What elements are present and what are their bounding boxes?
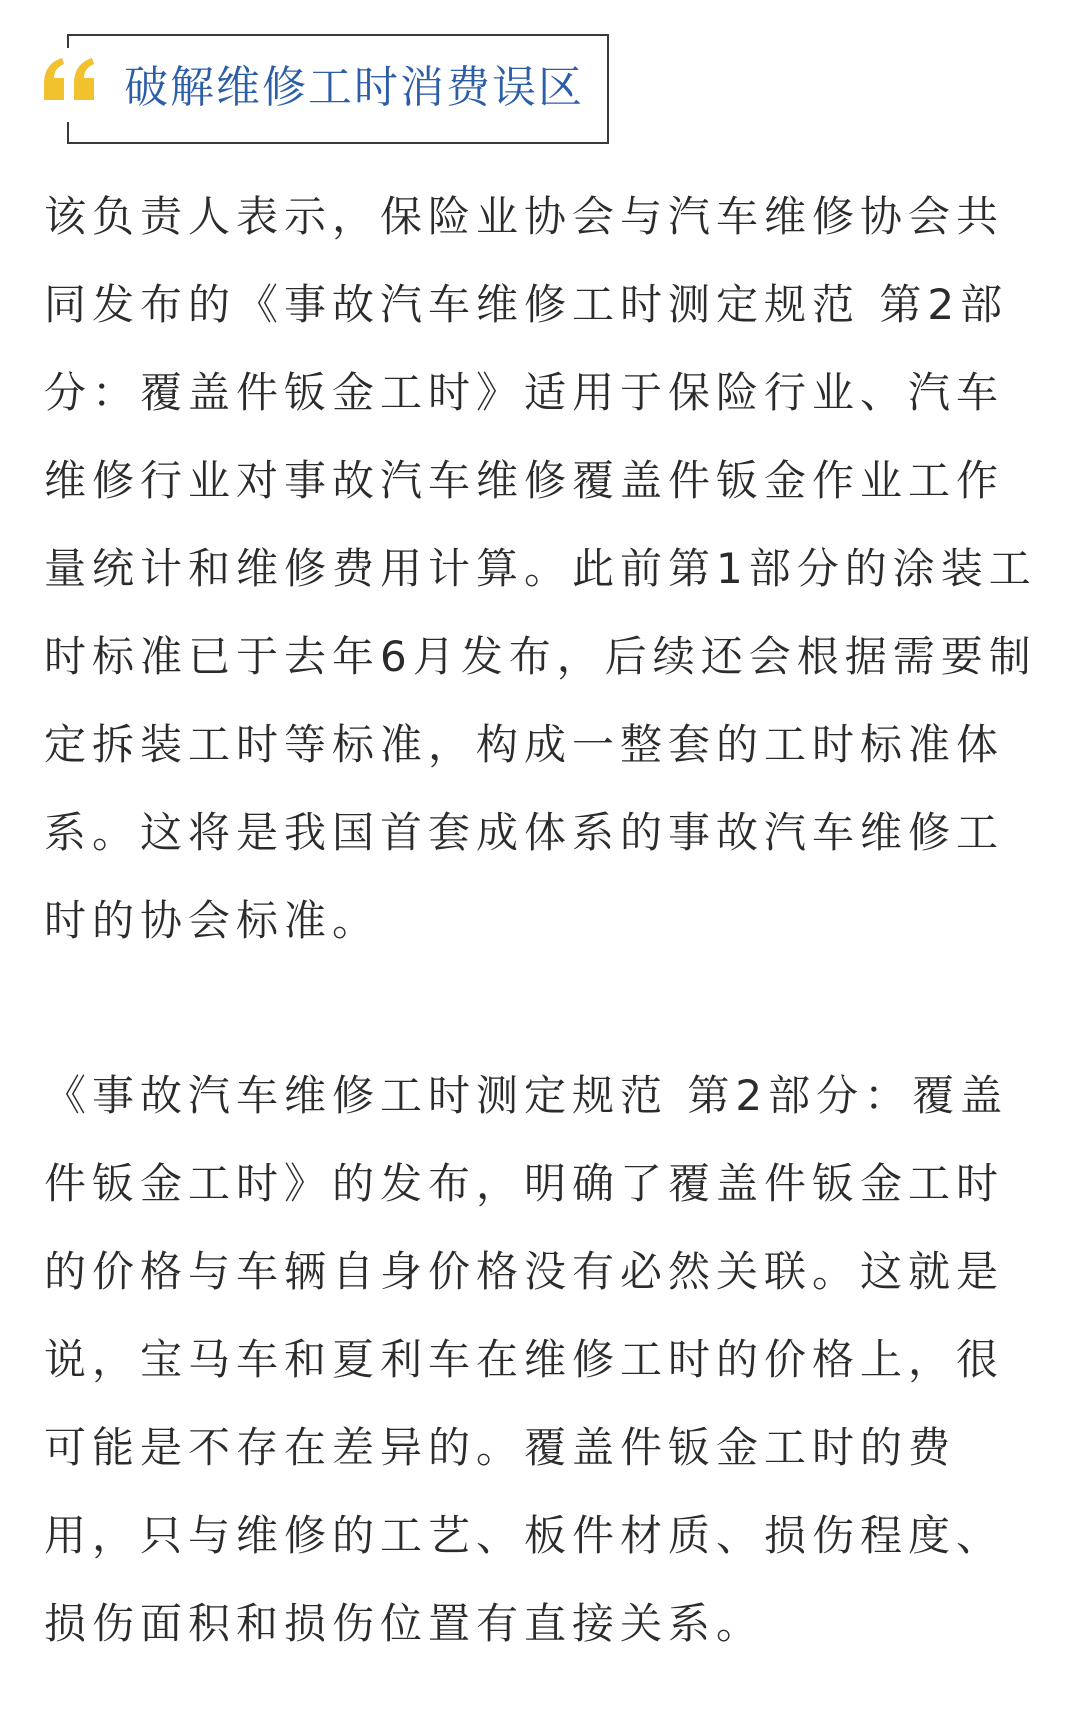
section-heading: 破解维修工时消费误区	[124, 62, 584, 113]
frame-top-border	[67, 34, 609, 36]
quote-icon	[40, 50, 102, 112]
body-paragraph-2: 《事故汽车维修工时测定规范 第2部分：覆盖件钣金工时》的发布，明确了覆盖件钣金工时的价格与车辆自身价格没有必然关联。这就是说，宝马车和夏利车在维修工时的价格上，很可能是不存在差异的。覆盖件钣金工时的费用，只与维修的工艺、板件材质、损伤程度、损伤面积和损伤位置有直接关系。	[44, 1071, 1009, 1648]
frame-bottom-border	[67, 142, 609, 144]
frame-right-border	[607, 34, 609, 144]
body-paragraph-1: 该负责人表示，保险业协会与汽车维修协会共同发布的《事故汽车维修工时测定规范 第2部分：覆盖件钣金工时》适用于保险行业、汽车维修行业对事故汽车维修覆盖件钣金作业工作量统计和维修费用计算。此前第1部分的涂装工时标准已于去年6月发布，后续还会根据需要制定拆装工时等标准，构成一整套的工时标准体系。这将是我国首套成体系的事故汽车维修工时的协会标准。	[44, 192, 1037, 945]
frame-left-bottom-border	[67, 122, 69, 144]
frame-left-top-border	[67, 34, 69, 48]
